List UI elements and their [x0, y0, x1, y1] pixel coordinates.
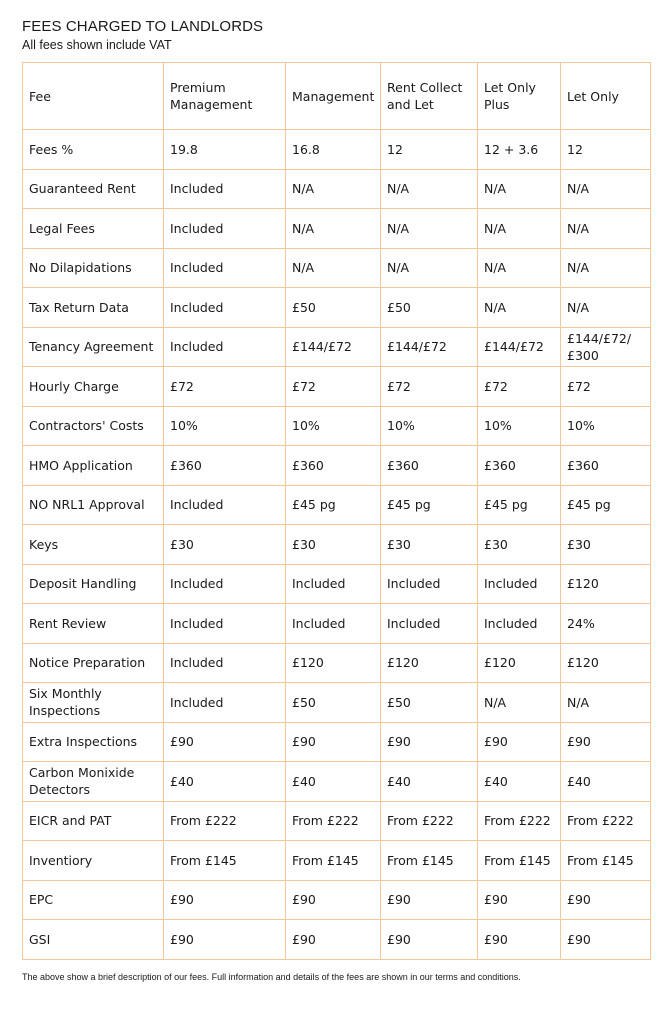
- fee-value-cell: £144/£72/£300: [561, 327, 651, 367]
- fee-value-cell: Included: [164, 564, 286, 604]
- fee-value-cell: From £145: [164, 841, 286, 881]
- fee-value-cell: £45 pg: [381, 485, 478, 525]
- fee-name-cell: Deposit Handling: [23, 564, 164, 604]
- fee-value-cell: N/A: [478, 248, 561, 288]
- fee-name-cell: Rent Review: [23, 604, 164, 644]
- fee-value-cell: N/A: [561, 248, 651, 288]
- fee-value-cell: £90: [381, 722, 478, 762]
- fee-name-cell: Legal Fees: [23, 209, 164, 249]
- table-row: [23, 169, 651, 209]
- fee-value-cell: From £222: [381, 801, 478, 841]
- fee-value-cell: From £145: [286, 841, 381, 881]
- fee-value-cell: £90: [478, 880, 561, 920]
- fee-name-cell: Keys: [23, 525, 164, 565]
- fee-value-cell: £72: [381, 367, 478, 407]
- table-row: [23, 643, 651, 683]
- fee-value-cell: N/A: [381, 248, 478, 288]
- fee-value-cell: £30: [381, 525, 478, 565]
- fee-value-cell: N/A: [561, 288, 651, 328]
- fee-name-cell: No Dilapidations: [23, 248, 164, 288]
- fee-value-cell: N/A: [478, 209, 561, 249]
- fee-name-cell: Six Monthly Inspections: [23, 683, 164, 723]
- fee-value-cell: £360: [561, 446, 651, 486]
- table-row: [23, 801, 651, 841]
- table-row: [23, 683, 651, 723]
- fee-value-cell: £50: [381, 288, 478, 328]
- table-row: [23, 367, 651, 407]
- fee-value-cell: 19.8: [164, 130, 286, 170]
- fee-value-cell: N/A: [286, 169, 381, 209]
- fee-value-cell: 16.8: [286, 130, 381, 170]
- fee-name-cell: Guaranteed Rent: [23, 169, 164, 209]
- column-header: Fee: [23, 63, 164, 130]
- fee-value-cell: £120: [286, 643, 381, 683]
- fee-value-cell: 12: [381, 130, 478, 170]
- fee-value-cell: Included: [286, 564, 381, 604]
- fee-value-cell: £90: [561, 920, 651, 960]
- fee-value-cell: £90: [286, 920, 381, 960]
- fee-value-cell: £50: [286, 288, 381, 328]
- column-header: Premium Management: [164, 63, 286, 130]
- fee-value-cell: N/A: [561, 209, 651, 249]
- fee-value-cell: N/A: [561, 683, 651, 723]
- fee-value-cell: Included: [164, 209, 286, 249]
- fee-name-cell: NO NRL1 Approval: [23, 485, 164, 525]
- fee-value-cell: From £145: [381, 841, 478, 881]
- fee-value-cell: From £222: [286, 801, 381, 841]
- fee-value-cell: £360: [381, 446, 478, 486]
- fee-value-cell: £90: [561, 880, 651, 920]
- fee-value-cell: £40: [286, 762, 381, 802]
- table-row: [23, 248, 651, 288]
- fee-value-cell: £90: [381, 920, 478, 960]
- fee-value-cell: £72: [164, 367, 286, 407]
- fee-value-cell: £45 pg: [478, 485, 561, 525]
- fee-value-cell: £30: [286, 525, 381, 565]
- fee-name-cell: Notice Preparation: [23, 643, 164, 683]
- fee-value-cell: 10%: [286, 406, 381, 446]
- fee-value-cell: From £145: [561, 841, 651, 881]
- fee-value-cell: £144/£72: [478, 327, 561, 367]
- fee-value-cell: Included: [164, 327, 286, 367]
- fee-value-cell: £72: [478, 367, 561, 407]
- fee-value-cell: £360: [478, 446, 561, 486]
- fee-value-cell: £90: [478, 920, 561, 960]
- fee-value-cell: £50: [286, 683, 381, 723]
- fee-value-cell: N/A: [478, 288, 561, 328]
- table-row: [23, 880, 651, 920]
- fee-value-cell: 24%: [561, 604, 651, 644]
- fee-value-cell: £50: [381, 683, 478, 723]
- fee-value-cell: £40: [561, 762, 651, 802]
- footnote: The above show a brief description of our fees. Full information and details of the fees are shown in our terms and conditions.: [22, 972, 521, 982]
- fee-name-cell: EPC: [23, 880, 164, 920]
- table-row: [23, 564, 651, 604]
- fee-value-cell: N/A: [478, 169, 561, 209]
- fee-value-cell: 10%: [561, 406, 651, 446]
- fee-value-cell: From £222: [478, 801, 561, 841]
- fee-value-cell: N/A: [561, 169, 651, 209]
- table-row: [23, 130, 651, 170]
- fee-value-cell: £45 pg: [561, 485, 651, 525]
- fee-value-cell: £30: [561, 525, 651, 565]
- fee-value-cell: Included: [381, 564, 478, 604]
- column-header: Rent Collect and Let: [381, 63, 478, 130]
- fees-table: [22, 62, 651, 960]
- fee-value-cell: £40: [164, 762, 286, 802]
- fee-name-cell: Carbon Monixide Detectors: [23, 762, 164, 802]
- fee-name-cell: EICR and PAT: [23, 801, 164, 841]
- table-row: [23, 446, 651, 486]
- fee-name-cell: HMO Application: [23, 446, 164, 486]
- fee-value-cell: Included: [164, 169, 286, 209]
- fee-value-cell: Included: [381, 604, 478, 644]
- fee-value-cell: From £145: [478, 841, 561, 881]
- column-header: Let Only: [561, 63, 651, 130]
- fee-value-cell: £144/£72: [381, 327, 478, 367]
- fee-name-cell: Inventiory: [23, 841, 164, 881]
- fee-value-cell: £360: [286, 446, 381, 486]
- column-header: Management: [286, 63, 381, 130]
- fee-value-cell: N/A: [381, 209, 478, 249]
- fee-value-cell: 12: [561, 130, 651, 170]
- fee-value-cell: £45 pg: [286, 485, 381, 525]
- fee-value-cell: 10%: [381, 406, 478, 446]
- fee-value-cell: Included: [164, 683, 286, 723]
- fee-value-cell: £90: [164, 722, 286, 762]
- fee-name-cell: Extra Inspections: [23, 722, 164, 762]
- fee-name-cell: Hourly Charge: [23, 367, 164, 407]
- fee-value-cell: £72: [286, 367, 381, 407]
- fee-name-cell: Tax Return Data: [23, 288, 164, 328]
- fees-table-body: [23, 63, 651, 960]
- fee-name-cell: Contractors' Costs: [23, 406, 164, 446]
- fee-value-cell: £90: [164, 880, 286, 920]
- fee-value-cell: Included: [164, 643, 286, 683]
- fee-value-cell: £120: [561, 564, 651, 604]
- table-row: [23, 762, 651, 802]
- table-row: [23, 722, 651, 762]
- table-row: [23, 406, 651, 446]
- fee-name-cell: GSI: [23, 920, 164, 960]
- table-row: [23, 327, 651, 367]
- table-row: [23, 920, 651, 960]
- fee-value-cell: From £222: [561, 801, 651, 841]
- fee-value-cell: Included: [478, 564, 561, 604]
- fee-value-cell: £72: [561, 367, 651, 407]
- table-header-row: [23, 63, 651, 130]
- fee-value-cell: 10%: [478, 406, 561, 446]
- fee-value-cell: N/A: [478, 683, 561, 723]
- fee-value-cell: From £222: [164, 801, 286, 841]
- fee-value-cell: £90: [381, 880, 478, 920]
- fee-value-cell: £120: [478, 643, 561, 683]
- table-row: [23, 525, 651, 565]
- fee-value-cell: Included: [164, 604, 286, 644]
- table-row: [23, 604, 651, 644]
- fee-value-cell: £120: [381, 643, 478, 683]
- page-title: FEES CHARGED TO LANDLORDS: [22, 18, 264, 35]
- fee-value-cell: £360: [164, 446, 286, 486]
- fee-value-cell: £40: [381, 762, 478, 802]
- fee-value-cell: £90: [561, 722, 651, 762]
- fee-value-cell: 12 + 3.6: [478, 130, 561, 170]
- fee-value-cell: N/A: [286, 248, 381, 288]
- table-row: [23, 209, 651, 249]
- fee-value-cell: Included: [164, 248, 286, 288]
- fee-name-cell: Fees %: [23, 130, 164, 170]
- table-row: [23, 485, 651, 525]
- fee-value-cell: £120: [561, 643, 651, 683]
- fee-value-cell: N/A: [286, 209, 381, 249]
- fee-value-cell: £90: [286, 722, 381, 762]
- table-row: [23, 288, 651, 328]
- fee-value-cell: £30: [164, 525, 286, 565]
- fee-value-cell: £144/£72: [286, 327, 381, 367]
- table-row: [23, 841, 651, 881]
- page-subtitle: All fees shown include VAT: [22, 38, 172, 52]
- fee-name-cell: Tenancy Agreement: [23, 327, 164, 367]
- fee-value-cell: £90: [478, 722, 561, 762]
- fee-value-cell: £30: [478, 525, 561, 565]
- fee-value-cell: Included: [286, 604, 381, 644]
- fee-value-cell: £90: [164, 920, 286, 960]
- fee-value-cell: £40: [478, 762, 561, 802]
- fee-value-cell: £90: [286, 880, 381, 920]
- fee-value-cell: Included: [164, 485, 286, 525]
- fee-value-cell: 10%: [164, 406, 286, 446]
- fee-value-cell: N/A: [381, 169, 478, 209]
- column-header: Let Only Plus: [478, 63, 561, 130]
- fee-value-cell: Included: [478, 604, 561, 644]
- fee-value-cell: Included: [164, 288, 286, 328]
